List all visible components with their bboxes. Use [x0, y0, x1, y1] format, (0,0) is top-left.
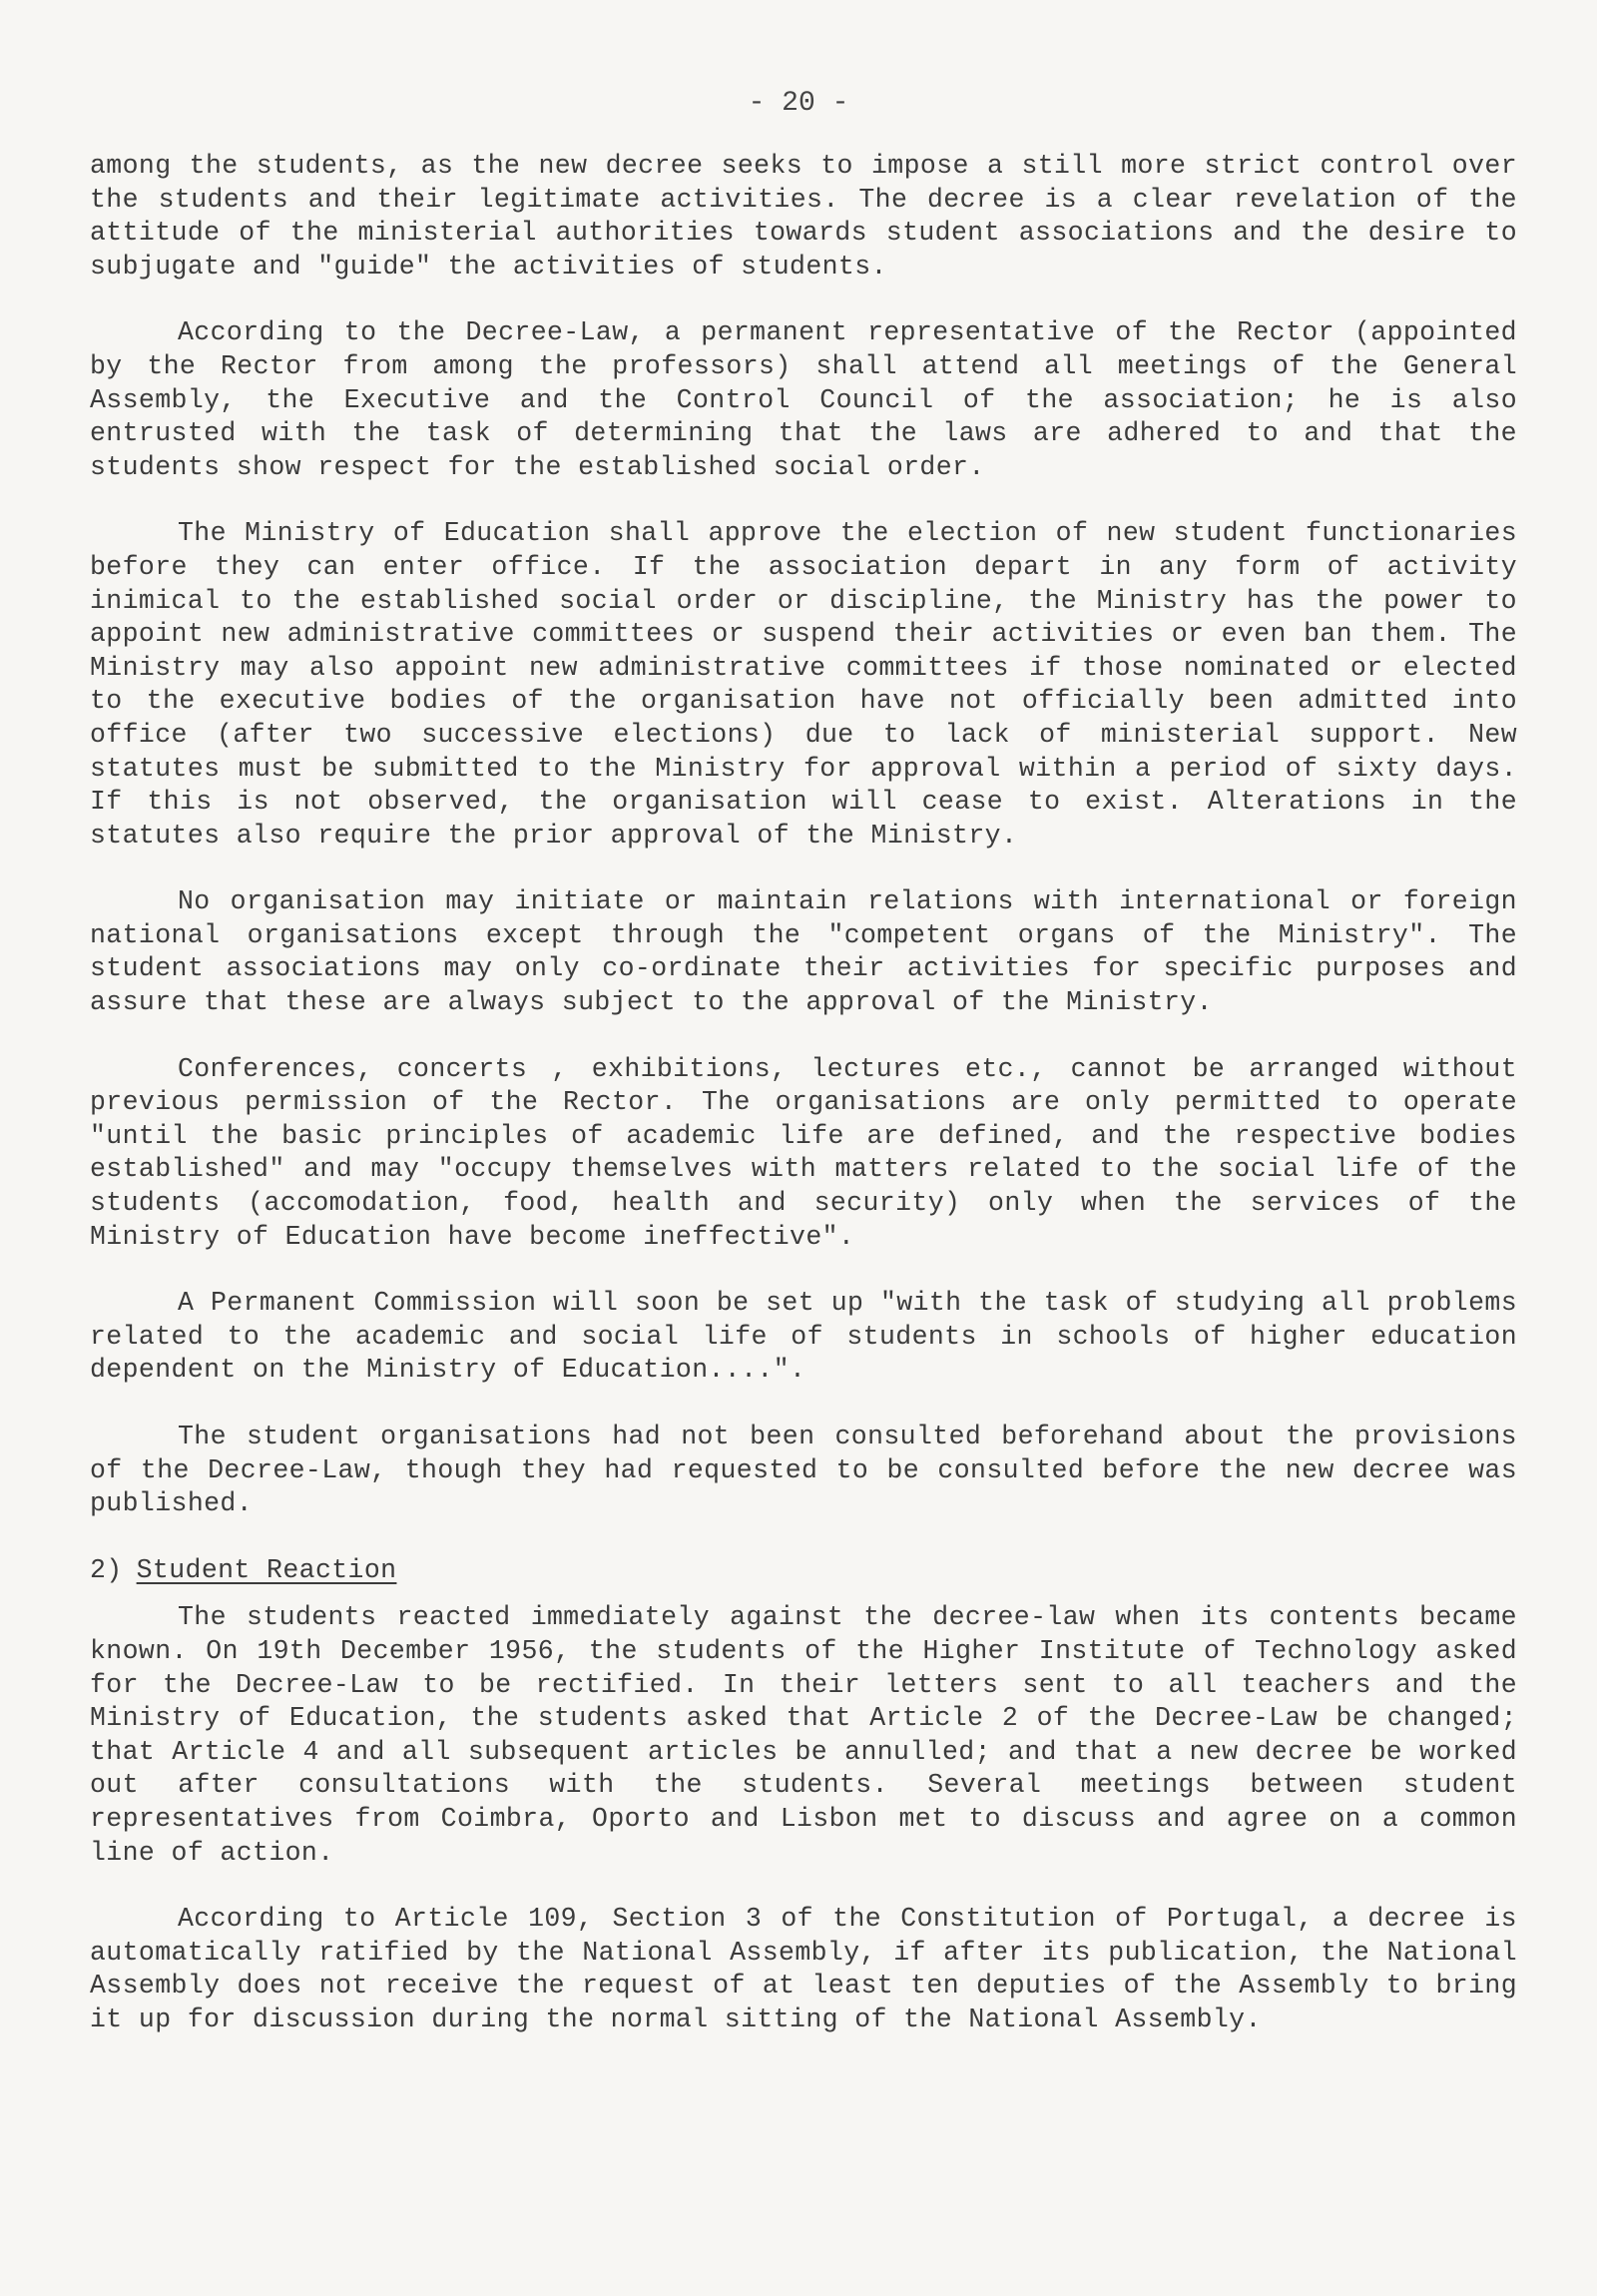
- document-body: [90, 150, 1517, 2070]
- paragraph-student-reaction: The students reacted immediately against the decree-law when its contents became known. On 19th December 1956, the students of the Higher Institute of Technology asked for the Decree-Law to be rectified. In their letters sent to all teachers and the Ministry of Education, the students asked that Article 2 of the Decree-Law be changed; that Article 4 and all subsequent articles be annulled; and that a new decree be worked out after consultations with the students. Several meetings between student representatives from Coimbra, Oporto and Lisbon met to discuss and agree on a common line of action.: [90, 1602, 1517, 1868]
- section-title: Student Reaction: [136, 1554, 397, 1585]
- paragraph-permanent-commission: A Permanent Commission will soon be set up "with the task of studying all problems related to the academic and social life of students in schools of higher education dependent on the Ministry of Education....".: [90, 1288, 1517, 1386]
- paragraph-rector-representative: According to the Decree-Law, a permanent representative of the Rector (appointed by the Rector from among the professors) shall attend all meetings of the General Assembly, the Executive and the Control Council of the association; he is also entrusted with the task of determining that the laws are adhered to and that the students show respect for the established social order.: [90, 317, 1517, 482]
- section-number: 2): [90, 1554, 123, 1585]
- paragraph-international-relations: No organisation may initiate or maintain relations with international or foreign national organisations except through the "competent organs of the Ministry". The student associations may only co-ordinate their activities for specific purposes and assure that these are always subject to the approval of the Ministry.: [90, 886, 1517, 1018]
- paragraph-continuation: among the students, as the new decree seeks to impose a still more strict control over the students and their legitimate activities. The decree is a clear revelation of the attitude of the ministerial authorities towards student associations and the desire to subjugate and "guide" the activities of students.: [90, 151, 1517, 282]
- paragraph-ministry-approval: The Ministry of Education shall approve the election of new student functionaries before they can enter office. If the association depart in any form of activity inimical to the established social order or discipline, the Ministry has the power to appoint new administrative committees or suspend their activities or even ban them. The Ministry may also appoint new administrative committees if those nominated or elected to the executive bodies of the organisation have not officially been admitted into office (after two successive elections) due to lack of ministerial support. New statutes must be submitted to the Ministry for approval within a period of sixty days. If this is not observed, the organisation will cease to exist. Alterations in the statutes also require the prior approval of the Ministry.: [90, 518, 1517, 851]
- section-heading: [90, 1554, 1517, 1588]
- page-number: - 20 -: [748, 88, 849, 119]
- paragraph-not-consulted: The student organisations had not been consulted beforehand about the provisions of the Decree-Law, though they had requested to be consulted before the new decree was published.: [90, 1422, 1517, 1519]
- paragraph-constitution-article: According to Article 109, Section 3 of the Constitution of Portugal, a decree is automatically ratified by the National Assembly, if after its publication, the National Assembly does not receive the request of at least ten deputies of the Assembly to bring it up for discussion during the normal sitting of the National Assembly.: [90, 1904, 1517, 2034]
- paragraph-conferences: Conferences, concerts , exhibitions, lectures etc., cannot be arranged without previous permission of the Rector. The organisations are only permitted to operate "until the basic principles of academic life are defined, and the respective bodies established" and may "occupy themselves with matters related to the social life of the students (accomodation, food, health and security) only when the services of the Ministry of Education have become ineffective".: [90, 1053, 1517, 1252]
